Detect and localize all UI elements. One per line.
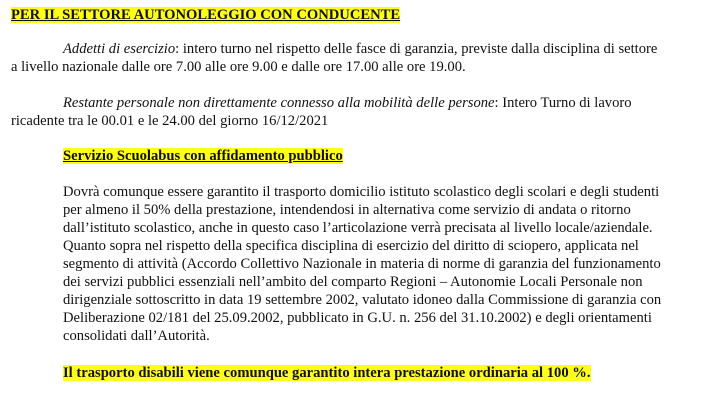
body-line: Dovrà comunque essere garantito il trasporto domicilio istituto scolastico degli scolari e degli studenti bbox=[63, 184, 660, 200]
body-line: per almeno il 50% della prestazione, intendendosi in alternativa come servizio di andata o ritorno bbox=[63, 202, 631, 218]
addetti-text: : intero turno nel rispetto delle fasce di garanzia, previste dalla disciplina di settore bbox=[175, 41, 658, 57]
body-line: dirigenziale sottoscritto in data 19 settembre 2002, valutato idoneo dalla Commissione di garanzia con bbox=[63, 292, 662, 308]
body-line: dei servizi pubblici essenziali nell’ambito del comparto Regioni – Autonomie Locali Personale non bbox=[63, 274, 643, 290]
body-line: dall’istituto scolastico, anche in questo caso l’articolazione verrà precisata al livello locale/aziendale. bbox=[63, 220, 653, 236]
closing-statement bbox=[63, 364, 591, 382]
paragraph-addetti-line-1 bbox=[63, 40, 657, 58]
subheading-text: Servizio Scuolabus con affidamento pubblico bbox=[63, 148, 343, 164]
body-line: Deliberazione 02/181 del 25.09.2002, pubblicato in G.U. n. 256 del 31.10.2002) e degli orientamenti bbox=[63, 310, 652, 326]
section-title-text: PER IL SETTORE AUTONOLEGGIO CON CONDUCENTE bbox=[11, 7, 401, 23]
closing-statement-text: Il trasporto disabili viene comunque garantito intera prestazione ordinaria al 100 %. bbox=[63, 365, 591, 381]
body-line: Quanto sopra nel rispetto della specifica disciplina di esercizio del diritto di sciopero, applicata nel bbox=[63, 238, 639, 254]
addetti-label: Addetti di esercizio bbox=[63, 41, 176, 57]
paragraph-restante-line-1 bbox=[63, 94, 632, 112]
subheading bbox=[63, 147, 343, 165]
paragraph-restante-line-2: ricadente tra le 00.01 e le 24.00 del giorno 16/12/2021 bbox=[11, 113, 329, 129]
restante-label: Restante personale non direttamente connesso alla mobilità delle persone bbox=[63, 95, 495, 111]
body-line: consolidati dall’Autorità. bbox=[63, 328, 210, 344]
restante-text: : Intero Turno di lavoro bbox=[494, 95, 632, 111]
section-title bbox=[11, 6, 400, 24]
body-line: segmento di attività (Accordo Collettivo Nazionale in materia di norme di garanzia del funzionamento bbox=[63, 256, 661, 272]
paragraph-addetti-line-2: a livello nazionale dalle ore 7.00 alle ore 9.00 e dalle ore 17.00 alle ore 19.00. bbox=[11, 59, 466, 75]
